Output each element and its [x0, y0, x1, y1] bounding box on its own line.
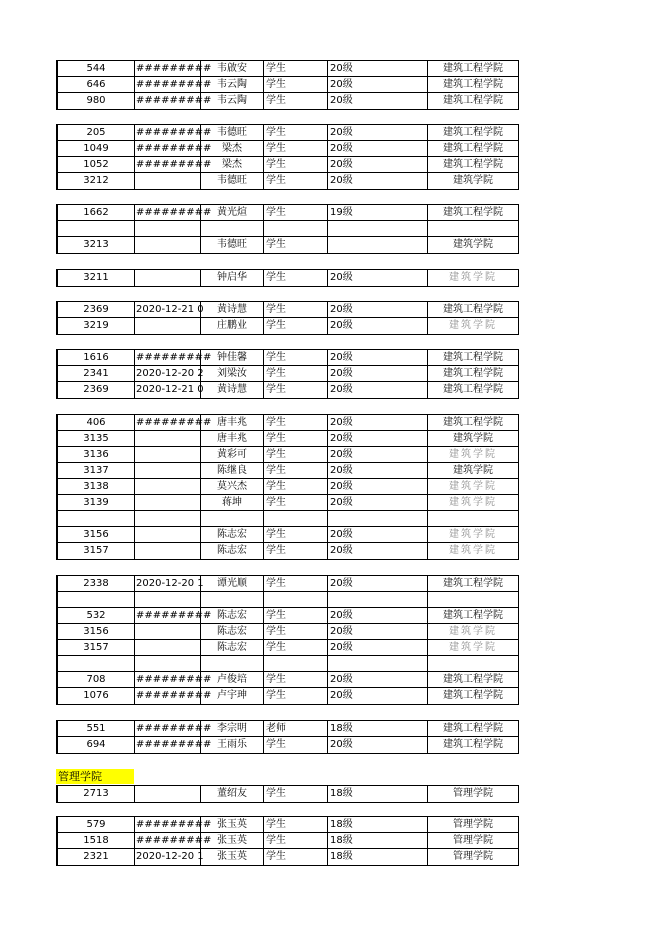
table-row	[58, 205, 518, 221]
role-cell[interactable]: 学生	[264, 608, 328, 623]
id-cell[interactable]: 708	[58, 672, 135, 687]
role-cell[interactable]: 学生	[264, 431, 328, 446]
id-cell[interactable]: 3136	[58, 447, 135, 462]
date-cell[interactable]: #########	[135, 93, 201, 109]
name-cell[interactable]: 黄彩可	[201, 447, 264, 462]
name-cell[interactable]: 庄鹏业	[201, 318, 264, 334]
date-cell[interactable]	[135, 640, 201, 655]
college-cell[interactable]: 建筑工程学院	[443, 723, 503, 734]
role-cell[interactable]: 学生	[264, 302, 328, 317]
grade-cell[interactable]: 20级	[328, 463, 428, 478]
college-cell[interactable]	[428, 221, 518, 236]
role-cell[interactable]: 学生	[264, 173, 328, 189]
table-row	[58, 93, 518, 109]
id-cell[interactable]	[58, 511, 135, 526]
role-cell[interactable]: 学生	[264, 495, 328, 510]
grade-cell[interactable]: 20级	[328, 543, 428, 559]
grade-cell[interactable]: 20级	[328, 366, 428, 381]
id-cell[interactable]: 406	[58, 415, 135, 430]
college-cell[interactable]: 建筑学院	[449, 481, 497, 492]
name-cell[interactable]: 唐丰兆	[201, 415, 264, 430]
id-cell[interactable]: 2321	[58, 849, 135, 865]
grade-cell[interactable]: 20级	[328, 77, 428, 92]
id-cell[interactable]: 2369	[58, 302, 135, 317]
college-cell[interactable]: 建筑工程学院	[443, 95, 503, 106]
id-cell[interactable]: 980	[58, 93, 135, 109]
college-cell[interactable]: 建筑工程学院	[443, 739, 503, 750]
id-cell[interactable]: 1616	[58, 350, 135, 365]
role-cell[interactable]: 学生	[264, 205, 328, 220]
name-cell[interactable]: 卢宇珅	[201, 688, 264, 704]
date-cell[interactable]	[135, 543, 201, 559]
date-cell[interactable]: #########	[136, 417, 212, 428]
grade-cell[interactable]	[328, 656, 428, 671]
table-row	[58, 495, 518, 511]
date-cell[interactable]	[135, 463, 201, 478]
grade-cell[interactable]: 20级	[328, 173, 428, 189]
date-cell[interactable]	[135, 656, 201, 671]
role-cell[interactable]: 学生	[264, 77, 328, 92]
college-cell[interactable]: 建筑学院	[449, 449, 497, 460]
grade-cell[interactable]: 20级	[328, 737, 428, 753]
id-cell[interactable]: 2369	[58, 382, 135, 398]
id-cell[interactable]: 2341	[58, 366, 135, 381]
role-cell[interactable]	[264, 511, 328, 526]
id-cell[interactable]	[58, 221, 135, 236]
record-group	[56, 575, 519, 705]
record-group	[56, 124, 519, 190]
name-cell[interactable]: 唐丰兆	[201, 431, 264, 446]
role-cell[interactable]: 学生	[264, 543, 328, 559]
table-row	[58, 77, 518, 93]
name-cell[interactable]	[201, 221, 264, 236]
name-cell[interactable]: 韦云陶	[201, 77, 264, 92]
role-cell[interactable]	[264, 656, 328, 671]
grade-cell[interactable]: 20级	[328, 270, 428, 286]
table-row	[58, 415, 518, 431]
id-cell[interactable]: 205	[58, 125, 135, 140]
table-row	[58, 270, 518, 286]
date-cell[interactable]: #########	[136, 723, 212, 734]
grade-cell[interactable]: 20级	[328, 688, 428, 704]
grade-cell[interactable]: 20级	[328, 415, 428, 430]
id-cell[interactable]: 1662	[58, 205, 135, 220]
id-cell[interactable]	[58, 592, 135, 607]
role-cell[interactable]: 学生	[264, 157, 328, 172]
name-cell[interactable]: 陈志宏	[201, 527, 264, 542]
role-cell[interactable]: 学生	[264, 141, 328, 156]
name-cell[interactable]: 黄诗慧	[201, 302, 264, 317]
date-cell[interactable]: #########	[136, 207, 212, 218]
date-cell[interactable]: #########	[136, 352, 212, 363]
college-cell[interactable]	[428, 511, 518, 526]
name-cell[interactable]: 韦德旺	[201, 125, 264, 140]
date-cell[interactable]: 2020-12-20 1	[136, 578, 204, 589]
id-cell[interactable]: 3135	[58, 431, 135, 446]
college-cell[interactable]: 建筑工程学院	[443, 207, 503, 218]
name-cell[interactable]: 卢俊培	[201, 672, 264, 687]
table-row	[58, 592, 518, 608]
role-cell[interactable]: 学生	[264, 318, 328, 334]
grade-cell[interactable]: 20级	[328, 576, 428, 591]
grade-cell[interactable]: 20级	[328, 382, 428, 398]
grade-cell[interactable]: 18级	[328, 833, 428, 848]
date-cell[interactable]: #########	[136, 159, 212, 170]
table-row	[58, 672, 518, 688]
date-cell[interactable]	[135, 495, 201, 510]
id-cell[interactable]: 1518	[58, 833, 135, 848]
record-group	[56, 414, 519, 560]
college-cell[interactable]	[428, 656, 518, 671]
grade-cell[interactable]: 20级	[328, 624, 428, 639]
date-cell[interactable]: #########	[135, 688, 201, 704]
role-cell[interactable]: 老师	[264, 721, 328, 736]
role-cell[interactable]: 学生	[264, 737, 328, 753]
role-cell[interactable]: 学生	[264, 366, 328, 381]
id-cell[interactable]: 3212	[58, 173, 135, 189]
role-cell[interactable]: 学生	[264, 93, 328, 109]
name-cell[interactable]: 钟启华	[201, 270, 264, 286]
id-cell[interactable]: 3211	[58, 270, 135, 286]
table-row	[58, 302, 518, 318]
id-cell[interactable]: 532	[58, 608, 135, 623]
grade-cell[interactable]: 20级	[328, 527, 428, 542]
college-cell[interactable]: 管理学院	[453, 835, 493, 846]
college-cell[interactable]: 建筑工程学院	[443, 127, 503, 138]
table-row	[58, 833, 518, 849]
date-cell[interactable]: #########	[136, 63, 212, 74]
name-cell[interactable]: 黄光煊	[201, 205, 264, 220]
record-group	[56, 349, 519, 399]
role-cell[interactable]: 学生	[264, 447, 328, 462]
role-cell[interactable]: 学生	[264, 350, 328, 365]
record-group	[56, 60, 519, 110]
grade-cell[interactable]: 20级	[328, 318, 428, 334]
college-cell[interactable]: 建筑工程学院	[443, 368, 503, 379]
college-cell[interactable]: 建筑工程学院	[443, 63, 503, 74]
grade-cell[interactable]: 18级	[328, 721, 428, 736]
date-cell[interactable]	[135, 786, 201, 802]
date-cell[interactable]	[135, 592, 201, 607]
college-cell[interactable]: 管理学院	[453, 851, 493, 862]
name-cell[interactable]: 陈志宏	[201, 608, 264, 623]
id-cell[interactable]: 2338	[58, 576, 135, 591]
table-row	[58, 737, 518, 753]
name-cell[interactable]: 张玉英	[201, 849, 264, 865]
table-row	[58, 786, 518, 802]
college-cell[interactable]: 建筑工程学院	[443, 143, 503, 154]
name-cell[interactable]: 陈继良	[201, 463, 264, 478]
table-row	[58, 511, 518, 527]
college-cell[interactable]: 建筑工程学院	[443, 304, 503, 315]
record-group	[56, 301, 519, 335]
role-cell[interactable]: 学生	[264, 527, 328, 542]
grade-cell[interactable]: 20级	[328, 495, 428, 510]
id-cell[interactable]: 3156	[58, 624, 135, 639]
table-row	[58, 125, 518, 141]
date-cell[interactable]	[135, 270, 201, 286]
id-cell[interactable]: 579	[58, 817, 135, 832]
name-cell[interactable]: 陈志宏	[201, 624, 264, 639]
name-cell[interactable]: 谭光顺	[201, 576, 264, 591]
id-cell[interactable]: 694	[58, 737, 135, 753]
grade-cell[interactable]: 20级	[328, 640, 428, 655]
grade-cell[interactable]: 20级	[328, 672, 428, 687]
grade-cell[interactable]: 20级	[328, 350, 428, 365]
college-cell[interactable]: 建筑学院	[449, 626, 497, 637]
college-cell[interactable]: 建筑工程学院	[443, 690, 503, 701]
grade-cell[interactable]: 18级	[328, 849, 428, 865]
record-group	[56, 816, 519, 866]
name-cell[interactable]: 陈志宏	[201, 640, 264, 655]
date-cell[interactable]	[135, 221, 201, 236]
table-row	[58, 543, 518, 559]
college-cell[interactable]: 建筑工程学院	[443, 417, 503, 428]
name-cell[interactable]: 韦德旺	[201, 173, 264, 189]
grade-cell[interactable]	[328, 511, 428, 526]
table-row	[58, 817, 518, 833]
id-cell[interactable]: 3219	[58, 318, 135, 334]
grade-cell[interactable]: 20级	[328, 479, 428, 494]
role-cell[interactable]: 学生	[264, 415, 328, 430]
college-cell[interactable]	[428, 592, 518, 607]
name-cell[interactable]: 董绍友	[201, 786, 264, 802]
record-group	[56, 785, 519, 803]
grade-cell[interactable]: 19级	[328, 205, 428, 220]
role-cell[interactable]: 学生	[264, 833, 328, 848]
college-cell[interactable]: 建筑学院	[449, 545, 497, 556]
role-cell[interactable]: 学生	[264, 672, 328, 687]
grade-cell[interactable]: 20级	[328, 608, 428, 623]
name-cell[interactable]: 陈志宏	[201, 543, 264, 559]
table-row	[58, 447, 518, 463]
id-cell[interactable]: 551	[58, 721, 135, 736]
name-cell[interactable]: 张玉英	[201, 817, 264, 832]
id-cell[interactable]: 1052	[58, 157, 135, 172]
id-cell[interactable]: 3157	[58, 640, 135, 655]
college-cell[interactable]: 建筑工程学院	[443, 674, 503, 685]
name-cell[interactable]: 莫兴杰	[201, 479, 264, 494]
name-cell[interactable]	[201, 592, 264, 607]
date-cell[interactable]: #########	[136, 610, 212, 621]
id-cell[interactable]: 3138	[58, 479, 135, 494]
table-row	[58, 318, 518, 334]
role-cell[interactable]: 学生	[264, 61, 328, 76]
grade-cell[interactable]: 20级	[328, 302, 428, 317]
table-row	[58, 576, 518, 592]
role-cell[interactable]: 学生	[264, 688, 328, 704]
date-cell[interactable]	[135, 318, 201, 334]
date-cell[interactable]: 2020-12-20 2	[136, 368, 204, 379]
grade-cell[interactable]	[328, 592, 428, 607]
role-cell[interactable]: 学生	[264, 849, 328, 865]
role-cell[interactable]: 学生	[264, 463, 328, 478]
date-cell[interactable]: #########	[136, 819, 212, 830]
grade-cell[interactable]	[328, 221, 428, 236]
table-row	[58, 173, 518, 189]
name-cell[interactable]: 黄诗慧	[201, 382, 264, 398]
role-cell[interactable]: 学生	[264, 624, 328, 639]
role-cell[interactable]: 学生	[264, 640, 328, 655]
date-cell[interactable]	[135, 527, 201, 542]
grade-cell[interactable]: 18级	[328, 786, 428, 802]
table-row	[58, 608, 518, 624]
date-cell[interactable]: 2020-12-21 0	[136, 304, 204, 315]
id-cell[interactable]: 3156	[58, 527, 135, 542]
table-row	[58, 61, 518, 77]
college-cell[interactable]: 建筑学院	[449, 497, 497, 508]
record-group	[56, 269, 519, 287]
college-cell[interactable]: 建筑学院	[449, 272, 497, 283]
role-cell[interactable]: 学生	[264, 125, 328, 140]
role-cell[interactable]: 学生	[264, 270, 328, 286]
name-cell[interactable]: 刘梁汝	[201, 366, 264, 381]
college-cell[interactable]: 管理学院	[453, 819, 493, 830]
table-row	[58, 688, 518, 704]
id-cell[interactable]: 3213	[58, 237, 135, 253]
role-cell[interactable]: 学生	[264, 479, 328, 494]
table-row	[58, 656, 518, 672]
record-group	[56, 204, 519, 254]
table-row	[58, 624, 518, 640]
name-cell[interactable]: 梁杰	[201, 141, 264, 156]
date-cell[interactable]: #########	[135, 737, 201, 753]
table-row	[58, 221, 518, 237]
college-cell[interactable]: 建筑学院	[449, 320, 497, 331]
date-cell[interactable]: #########	[136, 835, 212, 846]
grade-cell[interactable]: 20级	[328, 157, 428, 172]
role-cell[interactable]: 学生	[264, 786, 328, 802]
college-cell[interactable]: 建筑学院	[453, 239, 493, 250]
grade-cell[interactable]: 20级	[328, 431, 428, 446]
table-row	[58, 721, 518, 737]
date-cell[interactable]: #########	[136, 79, 212, 90]
college-cell[interactable]: 建筑工程学院	[443, 384, 503, 395]
college-cell[interactable]: 建筑学院	[449, 529, 497, 540]
id-cell[interactable]: 3157	[58, 543, 135, 559]
grade-cell[interactable]: 20级	[328, 447, 428, 462]
table-row	[58, 463, 518, 479]
date-cell[interactable]	[135, 237, 201, 253]
table-row	[58, 527, 518, 543]
name-cell[interactable]: 李宗明	[201, 721, 264, 736]
date-cell[interactable]	[135, 431, 201, 446]
date-cell[interactable]: 2020-12-21 0	[135, 382, 201, 398]
name-cell[interactable]: 韦啟安	[201, 61, 264, 76]
grade-cell[interactable]: 20级	[328, 93, 428, 109]
grade-cell[interactable]: 20级	[328, 141, 428, 156]
table-row	[58, 141, 518, 157]
table-row	[58, 849, 518, 865]
table-row	[58, 157, 518, 173]
name-cell[interactable]: 韦云陶	[201, 93, 264, 109]
role-cell[interactable]	[264, 221, 328, 236]
table-row	[58, 640, 518, 656]
role-cell[interactable]	[264, 592, 328, 607]
grade-cell[interactable]: 18级	[328, 817, 428, 832]
college-cell[interactable]: 管理学院	[453, 788, 493, 799]
college-cell[interactable]: 建筑工程学院	[443, 352, 503, 363]
date-cell[interactable]	[135, 511, 201, 526]
id-cell[interactable]: 1049	[58, 141, 135, 156]
date-cell[interactable]: #########	[136, 674, 212, 685]
id-cell[interactable]: 3137	[58, 463, 135, 478]
role-cell[interactable]: 学生	[264, 237, 328, 253]
id-cell[interactable]: 2713	[58, 786, 135, 802]
college-cell[interactable]: 建筑学院	[453, 433, 493, 444]
table-row	[58, 350, 518, 366]
name-cell[interactable]: 钟佳馨	[201, 350, 264, 365]
role-cell[interactable]: 学生	[264, 576, 328, 591]
name-cell[interactable]: 梁杰	[201, 157, 264, 172]
date-cell[interactable]	[135, 624, 201, 639]
date-cell[interactable]: 2020-12-20 1	[135, 849, 201, 865]
id-cell[interactable]: 544	[58, 61, 135, 76]
date-cell[interactable]	[135, 447, 201, 462]
table-row	[58, 431, 518, 447]
record-group	[56, 720, 519, 754]
section-label-management: 管理学院	[56, 769, 134, 784]
college-cell[interactable]: 建筑工程学院	[443, 79, 503, 90]
college-cell[interactable]: 建筑学院	[453, 465, 493, 476]
name-cell[interactable]: 王雨乐	[201, 737, 264, 753]
table-row	[58, 479, 518, 495]
college-cell[interactable]: 建筑工程学院	[443, 578, 503, 589]
college-cell[interactable]: 建筑工程学院	[443, 610, 503, 621]
name-cell[interactable]: 韦德旺	[201, 237, 264, 253]
college-cell[interactable]: 建筑工程学院	[443, 159, 503, 170]
date-cell[interactable]	[135, 479, 201, 494]
grade-cell[interactable]: 20级	[328, 61, 428, 76]
table-row	[58, 237, 518, 253]
date-cell[interactable]: #########	[136, 143, 212, 154]
grade-cell[interactable]: 20级	[328, 125, 428, 140]
date-cell[interactable]: #########	[136, 127, 212, 138]
name-cell[interactable]	[201, 511, 264, 526]
id-cell[interactable]: 3139	[58, 495, 135, 510]
table-row	[58, 382, 518, 398]
role-cell[interactable]: 学生	[264, 382, 328, 398]
name-cell[interactable]: 张玉英	[201, 833, 264, 848]
college-cell[interactable]: 建筑学院	[449, 642, 497, 653]
name-cell[interactable]	[201, 656, 264, 671]
id-cell[interactable]: 1076	[58, 688, 135, 704]
table-row	[58, 366, 518, 382]
date-cell[interactable]	[135, 173, 201, 189]
role-cell[interactable]: 学生	[264, 817, 328, 832]
id-cell[interactable]: 646	[58, 77, 135, 92]
college-cell[interactable]: 建筑学院	[453, 175, 493, 186]
name-cell[interactable]: 蒋坤	[201, 495, 264, 510]
grade-cell[interactable]	[328, 237, 428, 253]
id-cell[interactable]	[58, 656, 135, 671]
